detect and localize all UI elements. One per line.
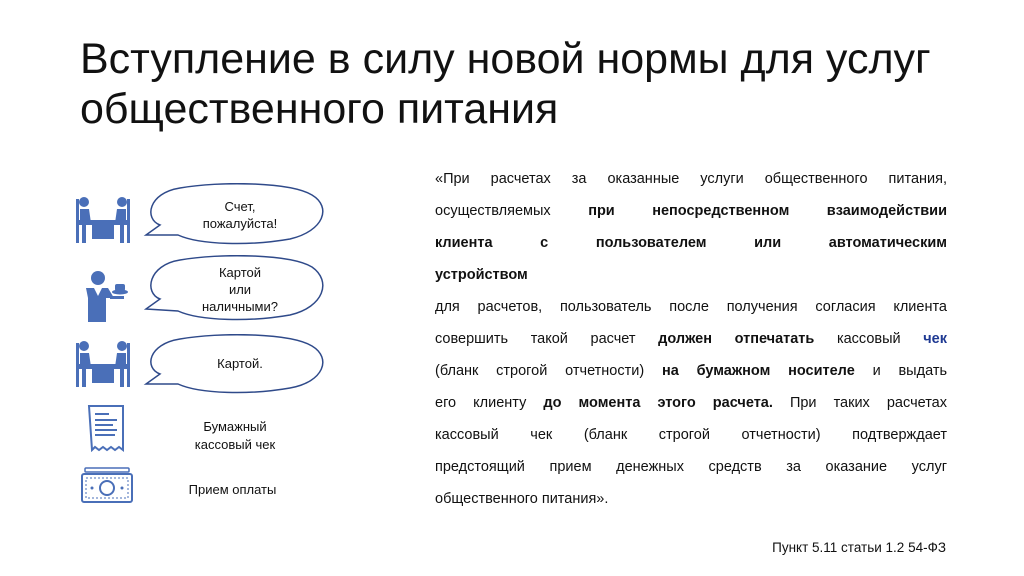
bubble-3-line-1: Картой. — [217, 356, 263, 371]
law-quote — [435, 163, 947, 515]
bubble-2-line-1: Картой — [218, 265, 262, 280]
quote-line-6-bold: должен отпечатать — [658, 331, 815, 347]
bubble-2-line-3: наличными? — [202, 299, 278, 314]
page-title: Вступление в силу новой нормы для услуг общественного питания — [80, 35, 931, 133]
quote-line-6-blue: чек — [923, 331, 948, 347]
quote-line-6 — [435, 323, 947, 355]
quote-line-3 — [435, 227, 947, 259]
quote-line-9: кассовый чек (бланк строгой отчетности) подтверждает — [435, 427, 947, 443]
receipt-caption-line-1: Бумажный — [203, 419, 267, 434]
waiter-icon — [82, 270, 134, 322]
quote-line-8-plain-b: При таких расчетах — [789, 395, 947, 411]
receipt-caption-line-2: кассовый чек — [194, 437, 276, 452]
bubble-1-line-2: пожалуйста! — [202, 216, 278, 231]
bubble-2-text — [175, 264, 305, 315]
quote-line-7-plain-a: (бланк строгой отчетности) — [435, 363, 645, 379]
quote-line-5: для расчетов, пользователь после получения согласия клиента — [435, 299, 947, 315]
quote-line-7-bold: на бумажном носителе — [662, 363, 855, 379]
receipt-caption — [170, 418, 300, 454]
quote-line-2-plain: осуществляемых — [435, 203, 551, 219]
diners-table-icon — [74, 196, 132, 246]
receipt-icon — [86, 404, 126, 452]
quote-line-2 — [435, 195, 947, 227]
quote-line-8-plain-a: его клиенту — [435, 395, 527, 411]
quote-line-6-plain-b: кассовый — [836, 331, 901, 347]
quote-line-4 — [435, 259, 947, 291]
quote-line-3-bold: клиента с пользователем или автоматическим — [435, 235, 947, 251]
quote-line-10: предстоящий прием денежных средств за оказание услуг — [435, 459, 947, 475]
source-reference: Пункт 5.11 статьи 1.2 54-ФЗ — [772, 540, 946, 555]
banknote-icon — [80, 466, 134, 504]
bubble-1-text — [175, 198, 305, 232]
quote-line-8 — [435, 387, 947, 419]
quote-line-7 — [435, 355, 947, 387]
quote-line-7-plain-b: и выдать — [872, 363, 948, 379]
bubble-2-line-2: или — [228, 282, 252, 297]
quote-line-11: общественного питания». — [435, 491, 609, 507]
quote-line-8-bold: до момента этого расчета. — [543, 395, 773, 411]
quote-line-1: «При расчетах за оказанные услуги общественного питания, — [435, 171, 947, 187]
bubble-1-line-1: Счет, — [224, 199, 256, 214]
quote-line-4-bold: устройством — [435, 267, 528, 283]
quote-line-6-plain-a: совершить такой расчет — [435, 331, 636, 347]
quote-line-2-bold: при непосредственном взаимодействии — [588, 203, 948, 219]
diners-table-icon — [74, 340, 132, 390]
payment-caption: Прием оплаты — [188, 482, 277, 497]
bubble-3-text — [175, 355, 305, 372]
